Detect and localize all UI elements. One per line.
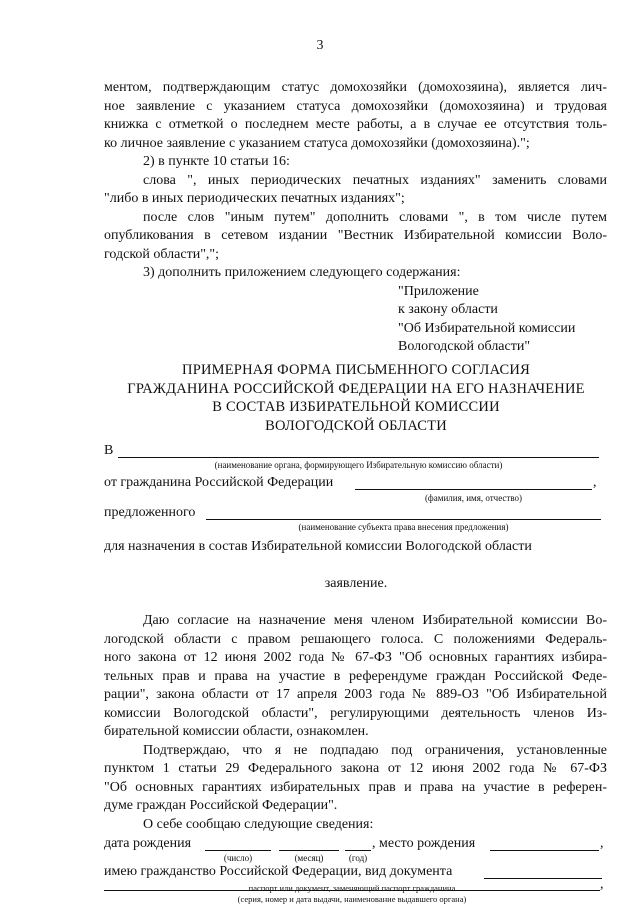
citizenship-label: имею гражданство Российской Федерации, вид документа (104, 864, 453, 879)
document-caption: паспорт или документ, заменяющий паспорт гражданина (248, 883, 456, 893)
year-caption: (год) (348, 853, 368, 863)
comma: , (600, 836, 604, 851)
document-type-field[interactable] (484, 878, 602, 879)
about-text: О себе сообщаю следующие сведения: (143, 817, 374, 832)
birth-date-label: дата рождения (104, 836, 192, 851)
text-line: книжка с отметкой о последнем месте работы, а в случае ее отсутствия толь- (104, 117, 607, 132)
text-line: годской области","; (104, 247, 220, 262)
amendment-item-3: 3) дополнить приложением следующего содержания: (143, 265, 461, 280)
form-title-line: ГРАЖДАНИНА РОССИЙСКОЙ ФЕДЕРАЦИИ НА ЕГО НАЗНАЧЕНИЕ (127, 381, 585, 397)
birth-place-field[interactable] (490, 850, 599, 851)
day-caption: (число) (223, 853, 253, 863)
consent-line: рации", закона области от 17 апреля 2003 года № 889-ОЗ "Об Избирательной (104, 687, 607, 702)
confirm-line: Подтверждаю, что я не подпадаю под ограничения, установленные (143, 743, 607, 758)
birth-place-label: , место рождения (372, 836, 476, 851)
appendix-header-line: "Об Избирательной комиссии (398, 321, 576, 336)
to-caption: (наименование органа, формирующего Избирательную комиссию области) (214, 460, 503, 470)
birth-year-field[interactable] (345, 850, 371, 851)
form-title-line: ВОЛОГОДСКОЙ ОБЛАСТИ (265, 418, 447, 434)
to-label: В (104, 443, 114, 458)
page-number: 3 (316, 38, 324, 53)
amendment-item-2: 2) в пункте 10 статьи 16: (143, 154, 290, 169)
confirm-line: думе граждан Российской Федерации". (104, 798, 338, 813)
to-field-line[interactable] (118, 457, 599, 458)
statement-title: заявление. (324, 576, 388, 591)
consent-line: Даю согласие на назначение меня членом Избирательной комиссии Во- (143, 613, 607, 628)
comma: , (600, 877, 604, 892)
purpose-text: для назначения в состав Избирательной комиссии Вологодской области (104, 539, 532, 554)
consent-line: логодской области с правом решающего голоса. С положениями Федераль- (104, 632, 607, 647)
from-field-line[interactable] (355, 489, 592, 490)
text-line: слова ", иных периодических печатных изданиях" заменить словами (143, 173, 607, 188)
appendix-header-line: Вологодской области" (398, 339, 531, 354)
from-caption: (фамилия, имя, отчество) (424, 493, 523, 503)
text-line: ко личное заявление с указанием статуса домохозяйки (домохозяина)."; (104, 136, 530, 151)
appendix-header-line: "Приложение (398, 284, 479, 299)
proposed-field-line[interactable] (206, 519, 601, 520)
text-line: опубликования в сетевом издании "Вестник Избирательной комиссии Воло- (104, 228, 607, 243)
from-label: от гражданина Российской Федерации (104, 475, 334, 490)
consent-line: комиссии Вологодской области", регулирующими деятельность членов Из- (104, 706, 607, 721)
consent-line: бирательной комиссии области, ознакомлен. (104, 724, 369, 739)
confirm-line: "Об основных гарантиях избирательных прав и права на участие в референ- (104, 780, 607, 795)
proposed-caption: (наименование субъекта права внесения предложения) (298, 522, 509, 532)
text-line: ментом, подтверждающим статус домохозяйки (домохозяина), является лич- (104, 80, 607, 95)
text-line: ное заявление с указанием статуса домохозяйки (домохозяина) и трудовая (104, 99, 607, 114)
form-title-line: ПРИМЕРНАЯ ФОРМА ПИСЬМЕННОГО СОГЛАСИЯ (182, 362, 530, 378)
birth-day-field[interactable] (205, 850, 271, 851)
confirm-line: пунктом 1 статьи 29 Федерального закона от 12 июня 2002 года № 67-ФЗ (104, 761, 607, 776)
appendix-header-line: к закону области (398, 302, 498, 317)
document-caption-2: (серия, номер и дата выдачи, наименование выдавшего органа) (237, 894, 467, 904)
text-line: "либо в иных периодических печатных изданиях"; (104, 191, 405, 206)
consent-line: тельных прав и права на участие в референдуме граждан Российской Феде- (104, 669, 607, 684)
text-line: после слов "иным путем" дополнить словами ", в том числе путем (143, 210, 607, 225)
proposed-label: предложенного (104, 505, 196, 520)
month-caption: (месяц) (294, 853, 324, 863)
consent-line: ного закона от 12 июня 2002 года № 67-ФЗ "Об основных гарантиях избира- (104, 650, 607, 665)
comma: , (593, 475, 597, 490)
birth-month-field[interactable] (279, 850, 339, 851)
form-title-line: В СОСТАВ ИЗБИРАТЕЛЬНОЙ КОМИССИИ (212, 399, 500, 415)
